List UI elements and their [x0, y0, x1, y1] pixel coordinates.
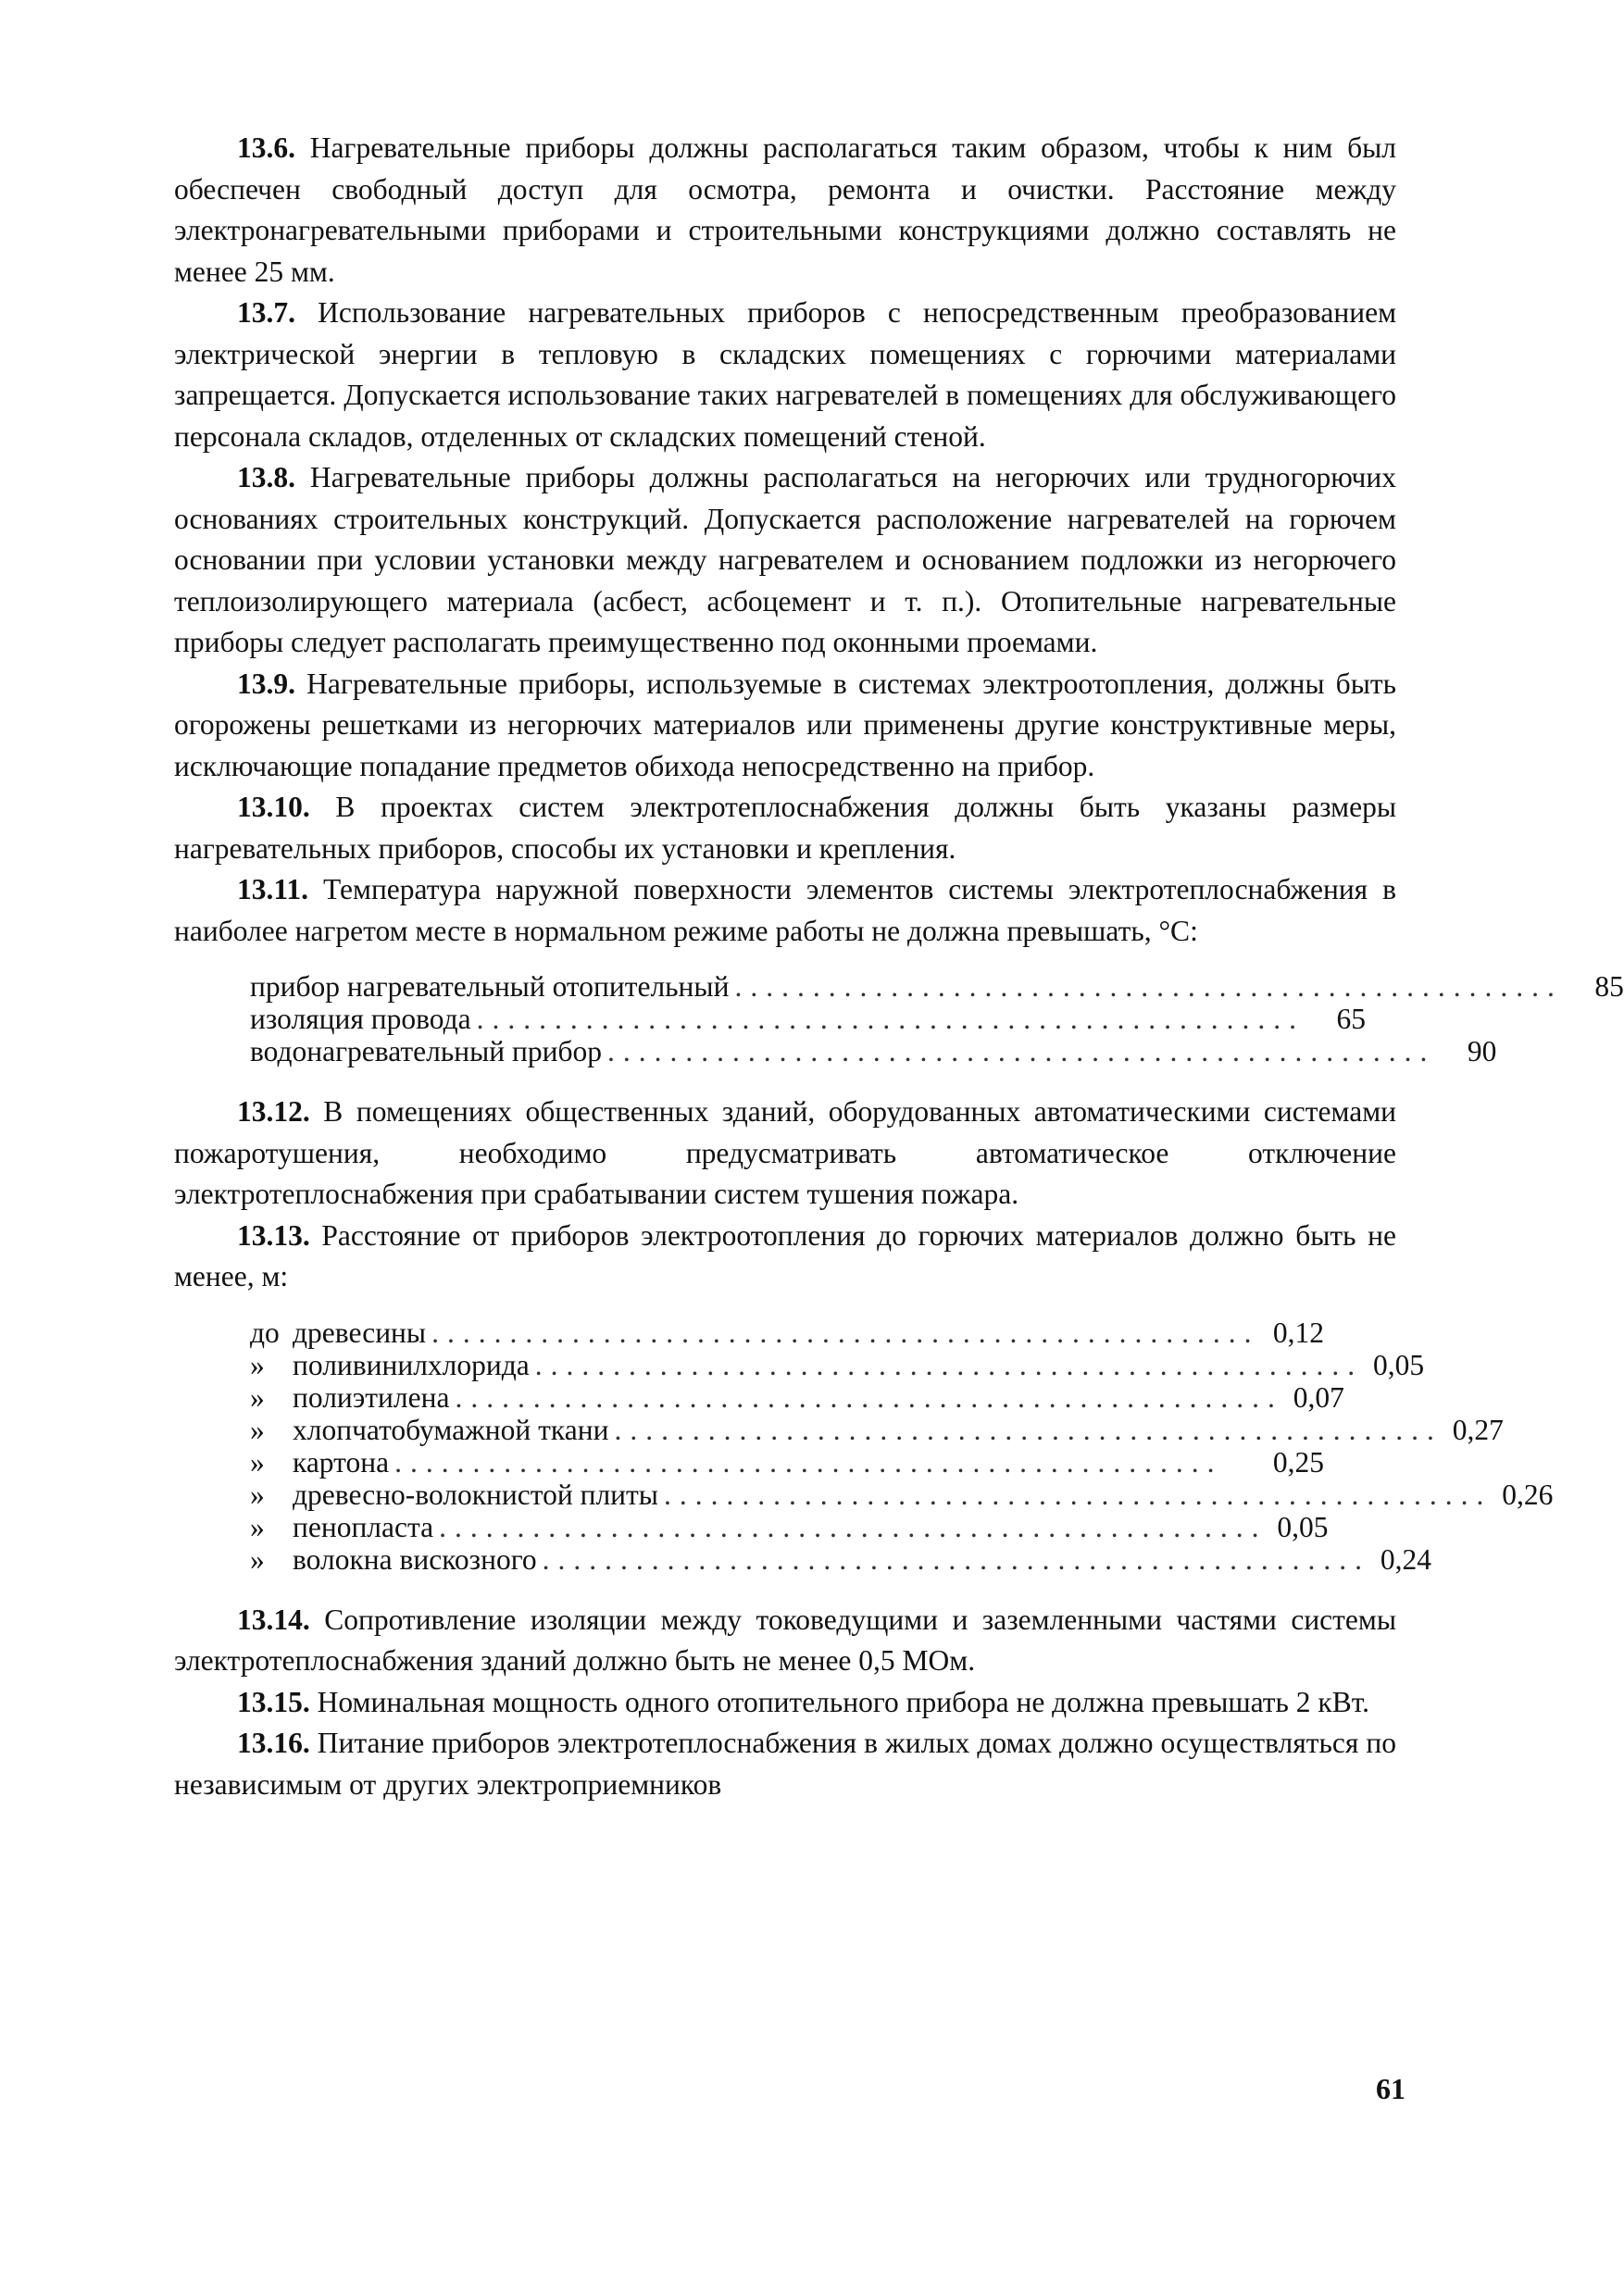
distance-table [250, 1316, 1554, 1576]
row-label: древесно-волокнистой плиты [293, 1478, 658, 1511]
table-row [250, 970, 1624, 1003]
clause-13-14 [174, 1600, 1396, 1682]
row-prefix: » [250, 1413, 265, 1446]
row-label: пенопласта [293, 1510, 434, 1543]
row-value: 0,07 [1293, 1380, 1344, 1414]
row-label: волокна вискозного [293, 1542, 537, 1576]
row-value: 0,05 [1373, 1348, 1425, 1381]
clause-text: В проектах систем электротеплоснабжения должны быть указаны размеры нагревательных приборов, способы их установки и крепления. [174, 791, 1396, 865]
leader-dots: ..................................................... [394, 1445, 1223, 1479]
table-row [250, 1446, 1324, 1479]
leader-dots: ..................................................... [534, 1348, 1364, 1381]
clause-text: Использование нагревательных приборов с непосредственным преобразованием электрической энергии в тепловую в складских помещениях с горючими материалами запрещается. Допускается использование таких нагревателей в помещениях для обслуживающего персонала складов, отделенных от складских помещений стеной. [174, 296, 1396, 453]
row-value: 0,12 [1272, 1316, 1324, 1349]
clause-13-9 [174, 664, 1396, 788]
table-row [250, 1478, 1554, 1511]
clause-text: Расстояние от приборов электроотопления до горючих материалов должно быть не менее, м: [174, 1218, 1396, 1292]
table-row [250, 1380, 1344, 1414]
row-label: изоляция провода [250, 1003, 471, 1035]
table-row [250, 1316, 1324, 1349]
table-row [250, 1348, 1425, 1381]
clause-number: 13.15. [237, 1685, 310, 1718]
clause-number: 13.11. [237, 873, 309, 905]
row-value: 0,24 [1380, 1542, 1431, 1576]
clause-number: 13.9. [237, 667, 295, 700]
clause-number: 13.12. [237, 1095, 310, 1128]
clause-text: Питание приборов электротеплоснабжения в жилых домах должно осуществляться по независимым от других электроприемников [174, 1727, 1396, 1801]
row-prefix: » [250, 1510, 265, 1543]
row-value: 0,27 [1452, 1413, 1504, 1446]
leader-dots: ..................................................... [476, 1003, 1305, 1035]
page-number: 61 [1376, 2072, 1405, 2105]
clause-text: Нагревательные приборы должны располагаться таким образом, чтобы к ним был обеспечен свободный доступ для осмотра, ремонта и очистки. Расстояние между электронагревательными приборами и строительными конструкциями должно составлять не менее 25 мм. [174, 131, 1396, 288]
leader-dots: ..................................................... [606, 1035, 1436, 1067]
row-label: водонагревательный прибор [250, 1035, 602, 1067]
row-label: полиэтилена [293, 1380, 450, 1414]
leader-dots: ..................................................... [734, 970, 1563, 1003]
page-body [174, 128, 1624, 1805]
table-row [250, 1510, 1329, 1543]
clause-13-8 [174, 457, 1396, 664]
clause-13-12 [174, 1092, 1396, 1216]
leader-dots: ..................................................... [439, 1510, 1268, 1543]
row-label: древесины [293, 1316, 427, 1349]
clause-number: 13.6. [237, 131, 295, 164]
leader-dots: ..................................................... [542, 1542, 1370, 1576]
clause-text: Нагревательные приборы, используемые в системах электроотопления, должны быть огорожены решетками из негорючих материалов или применены другие конструктивные меры, исключающие попадание предметов обихода непосредственно на прибор. [174, 667, 1396, 782]
row-value: 0,05 [1277, 1510, 1329, 1543]
row-prefix: » [250, 1542, 265, 1576]
row-value: 0,25 [1272, 1445, 1324, 1479]
row-prefix: » [250, 1380, 265, 1414]
clause-number: 13.14. [237, 1603, 310, 1636]
clause-text: Сопротивление изоляции между токоведущими и заземленными частями системы электротеплоснабжения зданий должно быть не менее 0,5 МОм. [174, 1603, 1396, 1677]
row-label: прибор нагревательный отопительный [250, 970, 730, 1003]
clause-13-6 [174, 128, 1396, 293]
clause-13-10 [174, 787, 1396, 869]
row-value: 90 [1467, 1035, 1497, 1067]
leader-dots: ..................................................... [455, 1380, 1283, 1414]
table-row [250, 1035, 1497, 1067]
table-row [250, 1413, 1504, 1446]
row-prefix: » [250, 1445, 265, 1479]
clause-number: 13.16. [237, 1727, 310, 1759]
row-value: 0,26 [1502, 1478, 1554, 1511]
table-row [250, 1542, 1431, 1576]
clause-13-16 [174, 1723, 1396, 1805]
row-prefix: » [250, 1348, 265, 1381]
clause-13-13 [174, 1216, 1396, 1298]
row-value: 85 [1594, 970, 1624, 1003]
row-label: поливинилхлорида [293, 1348, 530, 1381]
clause-number: 13.7. [237, 296, 295, 329]
clause-number: 13.10. [237, 791, 310, 823]
clause-text: Номинальная мощность одного отопительного прибора не должна превышать 2 кВт. [309, 1685, 1370, 1718]
clause-text: Температура наружной поверхности элементов системы электротеплоснабжения в наиболее нагретом месте в нормальном режиме работы не должна превышать, °С: [174, 873, 1396, 947]
leader-dots: ..................................................... [614, 1413, 1443, 1446]
clause-13-15 [174, 1682, 1396, 1724]
clause-13-7 [174, 293, 1396, 457]
clause-number: 13.13. [237, 1218, 310, 1252]
table-row [250, 1003, 1366, 1035]
row-label: хлопчатобумажной ткани [293, 1413, 609, 1446]
temperature-table [250, 970, 1624, 1067]
leader-dots: ..................................................... [663, 1478, 1493, 1511]
row-value: 65 [1336, 1003, 1366, 1035]
row-prefix: » [250, 1478, 265, 1511]
row-prefix: до [250, 1316, 280, 1349]
clause-number: 13.8. [237, 461, 295, 493]
row-label: картона [293, 1445, 390, 1479]
clause-text: Нагревательные приборы должны располагаться на негорючих или трудногорючих основаниях строительных конструкций. Допускается расположение нагревателей на горючем основании при условии установки между нагревателем и основанием подложки из негорючего теплоизолирующего материала (асбест, асбоцемент и т. п.). Отопительные нагревательные приборы следует располагать преимущественно под оконными проемами. [174, 461, 1396, 658]
clause-text: В помещениях общественных зданий, оборудованных автоматическими системами пожаротушения, необходимо предусматривать автоматическое отключение электротеплоснабжения при срабатывании систем тушения пожара. [174, 1095, 1396, 1210]
leader-dots: ..................................................... [431, 1316, 1260, 1349]
clause-13-11 [174, 869, 1396, 952]
